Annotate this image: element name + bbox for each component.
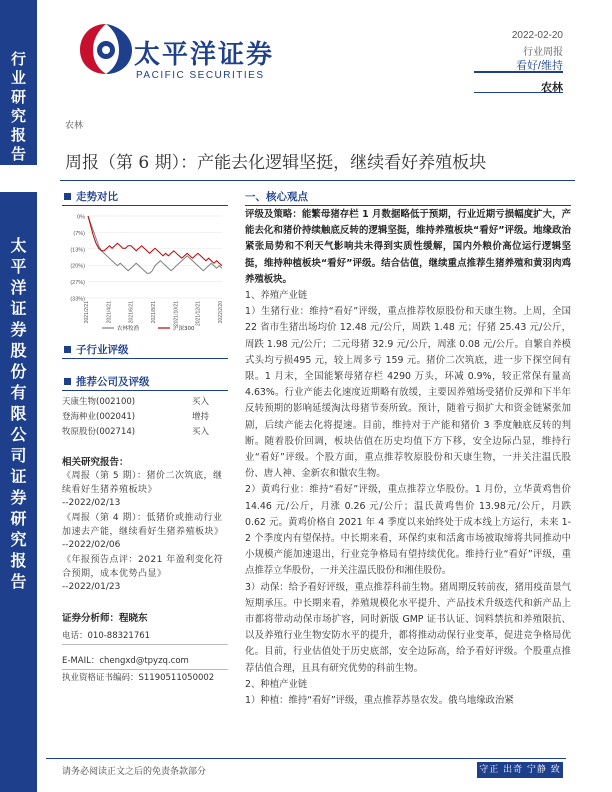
body-paragraph (245, 304, 571, 482)
sidebar-char: 洋 (10, 278, 27, 297)
sub-industry-heading (62, 341, 228, 359)
paragraph-text: 2）黄鸡行业：维持“看好”评级，重点推荐立华股份。1 月份，立华黄鸡售价 14.46 元/公斤，月涨 0.26 元/公斤；温氏黄鸡售价 13.98元/公斤，月跌 0.62 元。黄鸡价格自 2021 年 4 季度以来始终处于成本线上方运行，未来 1-2 个季度内有望保持。中长期来看，环保约束和活禽市场被取缔将共同推动中小规模产能加速退出，行业竞争格局有望持续优化。维持行业“看好”评级，重点推荐立华股份，一并关注温氏股份和湘佳股份。 (245, 484, 571, 577)
section-marker-icon (64, 193, 71, 200)
paragraph-text: 1）种植：维持“看好”评级，重点推荐苏垦农发。俄乌地缘政治紧 (245, 695, 514, 707)
sidebar-char: 报 (10, 126, 26, 144)
analyst-license: 执业资格证书编码：S1190511050002 (62, 673, 215, 683)
sidebar-char: 限 (10, 404, 27, 423)
right-column (245, 188, 571, 709)
y-tick-label: (7%) (73, 230, 85, 237)
related-report: 《年报预告点评：2021 年盈利变化符合预期，成本优势凸显》 (62, 555, 224, 579)
paragraph-text: 3）动保：给予看好评级，重点推荐科前生物。猪周期反转前夜，猪用疫苗景气短期承压。中长期来看，养殖规模化水平提升、产品技术升级迭代和新产品上市都将带动动保市场扩容，同时新版 GMP 证书认证、饲料禁抗和养殖限抗、以及养殖行业生物安防水平的提升，都将推动动保行业变革，促进竞争格局优化。目前，行业估值处于历史底部，安全边际高，给予看好评级。个股重点推荐估值合理，且具有研究优势的科前生物。 (245, 581, 571, 674)
logo-text: 太平洋证券 (134, 40, 275, 70)
sidebar-char: 研 (10, 88, 26, 106)
sidebar-char: 报 (10, 551, 27, 570)
y-tick-label: (33%) (70, 296, 85, 303)
x-tick-label: 2021/10/21 (173, 301, 180, 327)
sidebar-char: 证 (10, 299, 27, 318)
section-marker-icon (64, 346, 71, 353)
recommended-heading-label: 推荐公司及评级 (76, 376, 150, 388)
company-name: 登海种业(002041) (62, 412, 136, 422)
sidebar-char: 究 (10, 107, 26, 125)
body-paragraph (245, 693, 571, 709)
sidebar-char: 平 (10, 257, 27, 276)
sidebar-char: 份 (10, 362, 27, 381)
paragraph-text: 能繁母猪存栏 1 月数据略低于预期，行业近期亏损幅度扩大，产能去化和猪价持续触底反转的逻辑坚挺，维持养殖板块“看好”评级。地缘政治紧张局势和不利天气影响共未得到实质性缓解，国内外粮价高位运行逻辑坚挺，维持种植板块“看好”评级。结合估值，继续重点推荐生猪养殖和黄羽肉鸡养殖板块。 (245, 209, 571, 285)
body-text (245, 207, 571, 709)
company-rating: 买入 (192, 427, 210, 437)
related-date: --2022/02/13 (62, 498, 121, 508)
body-paragraph (245, 207, 571, 288)
contact-rule (62, 644, 228, 645)
title-rule (60, 180, 575, 181)
legend-label: 沪深300 (173, 326, 195, 332)
sidebar-char: 股 (10, 341, 27, 360)
related-date: --2022/02/06 (62, 540, 121, 550)
analyst-email: E-MAIL：chengxd@tpyzq.com (62, 656, 189, 666)
trend-heading (62, 188, 228, 206)
sidebar-company (0, 235, 37, 592)
analyst-phone: 电话：010-88321761 (62, 631, 151, 641)
related-report: 《周报（第 4 期）：低猪价或推动行业加速去产能，继续看好生猪养殖板块》 (62, 513, 224, 537)
x-tick-label: 2021/4/21 (106, 301, 113, 324)
sidebar-char: 行 (10, 50, 26, 68)
sidebar-char: 券 (10, 320, 27, 339)
trend-chart-svg (62, 210, 228, 335)
list-item (62, 395, 228, 410)
trend-chart (62, 210, 228, 335)
paragraph-text: 2、种植产业链 (245, 678, 308, 690)
core-view-heading: 一、核心观点 (245, 188, 571, 206)
body-paragraph (245, 580, 571, 677)
x-tick-label: 2021/6/21 (128, 301, 135, 324)
report-date: 2022-02-20 (511, 30, 563, 41)
section-marker-icon (64, 378, 71, 385)
y-tick-label: 0% (77, 214, 85, 221)
x-tick-label: 2021/8/21 (151, 301, 157, 324)
body-paragraph (245, 482, 571, 579)
sidebar-char: 证 (10, 467, 27, 486)
related-heading: 相关研究报告： (62, 457, 129, 468)
sidebar-char: 太 (10, 236, 27, 255)
report-type: 行业周报 (523, 47, 563, 58)
body-paragraph (245, 677, 571, 693)
footer-disclaimer: 请务必阅读正文之后的免责条款部分 (62, 767, 207, 777)
x-tick-label: 2022/2/20 (218, 301, 224, 324)
sidebar-char: 究 (10, 530, 27, 549)
logo-subtext: PACIFIC SECURITIES (136, 70, 265, 81)
industry-rating: 看好/维持 (515, 60, 563, 72)
sidebar-char: 告 (10, 572, 27, 591)
page-title: 周报（第 6 期）：产能去化逻辑坚挺，继续看好养殖板块 (65, 153, 487, 173)
y-tick-label: (27%) (70, 280, 85, 287)
sidebar-char: 司 (10, 446, 27, 465)
x-tick-label: 2021/12/21 (195, 301, 202, 327)
sidebar-char: 有 (10, 383, 27, 402)
paragraph-text: 1、养殖产业链 (245, 290, 308, 302)
recommended-heading (62, 373, 228, 391)
paragraph-text: 1）生猪行业：维持“看好”评级，重点推荐牧原股份和天康生物。上周，全国 22 省市生猪出场均价 12.48 元/公斤，周跌 1.48 元；仔猪 25.43 元/公斤，周跌 1.98 元/公斤；二元母猪 32.9 元/公斤，周涨 0.08 元/公斤。自繁自养模式头均亏损495 元，较上周多亏 159 元。猪价二次筑底，进一步下探空间有限。1 月末，全国能繁母猪存栏 4290 万头，环减 0.9%，较正常保有量高 4.63%。行业产能去化速度近期略有放缓，主要因养殖场受猪价反弹和下半年反转预期的影响延缓淘汰母猪节奏所致。预计，随着亏损扩大和资金链紧张加剧，后续产能去化将提速。目前，维持对于产能和猪价 3 季度触底反转的判断。随着股价回调，板块估值在历史均值下方下移，安全边际凸显，维持行业“看好”评级。个股方面，重点推荐牧原股份和天康生物，一并关注温氏股份、唐人神、金新农和傲农生物。 (245, 306, 571, 480)
legend-label: 农林牧渔 (117, 326, 140, 332)
left-column (62, 188, 228, 686)
industry-name: 农林 (541, 82, 563, 94)
sidebar-char: 告 (10, 145, 26, 163)
paragraph-lead: 评级及策略： (245, 209, 302, 220)
footer-motto: 守正 出奇 宁静 致远 (477, 762, 563, 778)
sidebar-char: 券 (10, 488, 27, 507)
footer-rule (46, 758, 566, 759)
sub-industry-heading-label: 子行业评级 (76, 344, 129, 356)
company-name: 天康生物(002100) (62, 397, 136, 407)
list-item (62, 410, 228, 425)
sidebar (0, 0, 37, 792)
related-report: 《周报（第 5 期）：猪价二次筑底，继续看好生猪养殖板块》 (62, 471, 223, 495)
sidebar-char: 研 (10, 509, 27, 528)
list-item (62, 425, 228, 440)
trend-heading-label: 走势对比 (76, 191, 118, 203)
related-date: --2022/01/23 (62, 582, 121, 592)
category-label: 农林 (65, 121, 84, 131)
sidebar-char: 公 (10, 425, 27, 444)
company-rating: 买入 (192, 397, 210, 407)
x-tick-label: 2021/2/21 (84, 301, 90, 324)
series-line (88, 216, 222, 266)
body-paragraph (245, 288, 571, 304)
company-rating: 增持 (192, 412, 210, 422)
y-tick-label: (13%) (70, 247, 85, 254)
company-logo-icon (76, 20, 136, 78)
y-tick-label: (20%) (70, 263, 85, 270)
sidebar-title (0, 50, 37, 164)
analyst-heading: 证券分析师：程晓东 (62, 613, 148, 624)
series-line (88, 216, 222, 273)
company-name: 牧原股份(002714) (62, 427, 136, 437)
sidebar-char: 业 (10, 69, 26, 87)
recommended-list (62, 395, 228, 440)
